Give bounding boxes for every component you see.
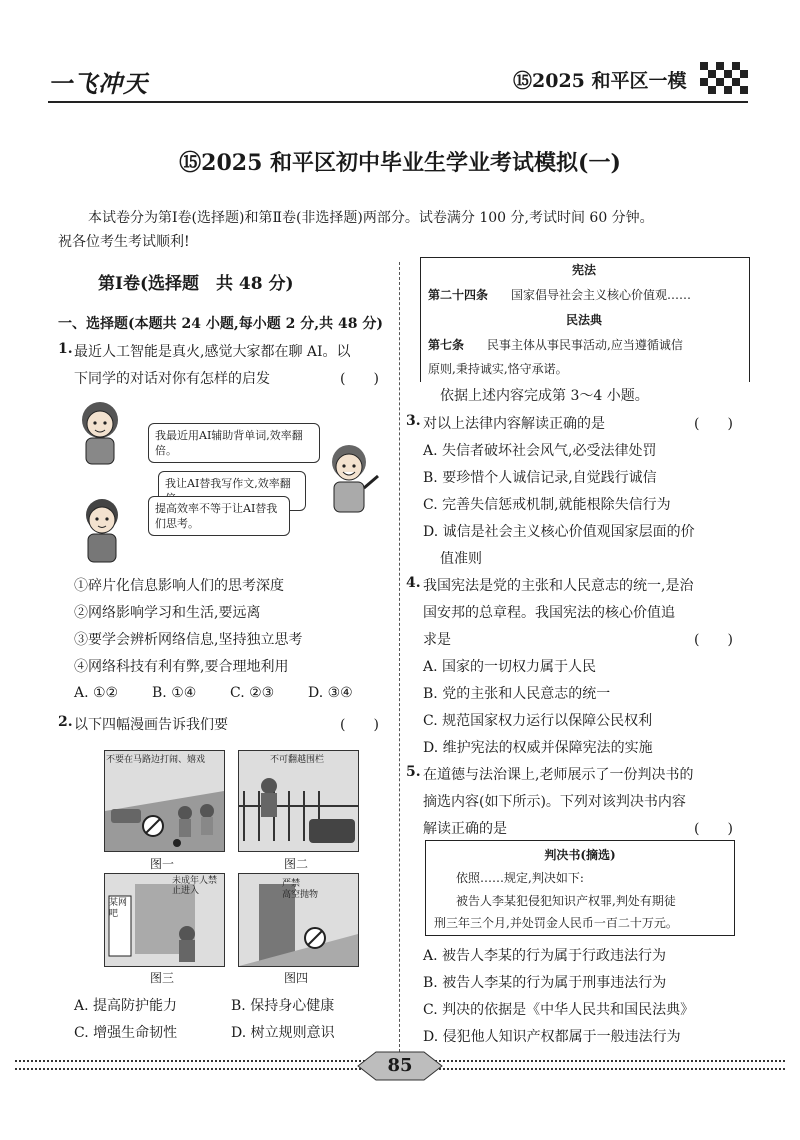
q5-option-a[interactable]: A. 被告人李某的行为属于行政违法行为 xyxy=(423,948,667,964)
panel-4-caption: 图四 xyxy=(284,971,309,985)
q1-line-1: 最近人工智能是真火,感觉大家都在聊 AI。以 xyxy=(74,344,351,360)
q1-item-4: ④网络科技有利有弊,要合理地利用 xyxy=(74,659,289,675)
panel-1-caption: 图一 xyxy=(150,857,175,871)
boy-avatar xyxy=(314,440,384,515)
section-heading: 第Ⅰ卷(选择题 共 48 分) xyxy=(98,274,294,294)
q4-option-c[interactable]: C. 规范国家权力运行以保障公民权利 xyxy=(423,713,653,729)
q4-option-a[interactable]: A. 国家的一切权力属于人民 xyxy=(423,659,597,675)
q3-option-c[interactable]: C. 完善失信惩戒机制,就能根除失信行为 xyxy=(423,497,671,513)
comic-panel-1 xyxy=(104,750,225,852)
q5-option-b[interactable]: B. 被告人李某的行为属于刑事违法行为 xyxy=(423,975,667,991)
q5-option-d[interactable]: D. 侵犯他人知识产权都属于一般违法行为 xyxy=(423,1029,681,1045)
page-number: 85 xyxy=(387,1055,413,1076)
q1-item-1: ①碎片化信息影响人们的思考深度 xyxy=(74,578,284,594)
panel-1-note: 不要在马路边打闹、嬉戏 xyxy=(106,755,206,765)
page-title: ⑮2025 和平区初中毕业生学业考试模拟(一) xyxy=(179,150,621,176)
q5-option-c[interactable]: C. 判决的依据是《中华人民共和国民法典》 xyxy=(423,1002,695,1018)
q3-number: 3. xyxy=(406,413,421,429)
student-avatar xyxy=(72,493,132,563)
q4-line-2: 国安邦的总章程。我国宪法的核心价值追 xyxy=(423,605,675,621)
judgment-line-3: 刑三年三个月,并处罚金人民币一百二十万元。 xyxy=(434,916,678,930)
footer-border-left xyxy=(15,1060,365,1070)
header-exam-tag: ⑮2025 和平区一模 xyxy=(513,70,687,92)
q1-option-c[interactable]: C. ②③ xyxy=(230,685,275,701)
header-rule xyxy=(48,101,748,103)
q1-item-2: ②网络影响学习和生活,要远离 xyxy=(74,605,261,621)
q4-answer-paren[interactable]: ( ) xyxy=(694,632,733,648)
q2-option-d[interactable]: D. 树立规则意识 xyxy=(231,1025,335,1041)
intro-line-1: 本试卷分为第Ⅰ卷(选择题)和第Ⅱ卷(非选择题)两部分。试卷满分 100 分,考试时间 60 分钟。 xyxy=(88,210,654,226)
law-text-24: 国家倡导社会主义核心价值观…… xyxy=(511,288,692,302)
law-article-24: 第二十四条 xyxy=(428,288,489,302)
q5-line-3: 解读正确的是 xyxy=(423,821,507,837)
q5-number: 5. xyxy=(406,764,421,780)
speech-bubble-3: 提高效率不等于让AI替我们思考。 xyxy=(148,496,290,536)
q1-answer-paren[interactable]: ( ) xyxy=(340,371,379,387)
law-text-7b: 原则,秉持诚实,恪守承诺。 xyxy=(428,362,568,376)
q1-number: 1. xyxy=(58,341,73,357)
panel-4-note-1: 严禁 xyxy=(282,879,301,889)
section-subheading: 一、选择题(本题共 24 小题,每小题 2 分,共 48 分) xyxy=(58,316,383,332)
panel-2-note: 不可翻越围栏 xyxy=(270,755,325,765)
q3-text: 对以上法律内容解读正确的是 xyxy=(423,416,605,432)
q3-answer-paren[interactable]: ( ) xyxy=(694,416,733,432)
comic-panel-2 xyxy=(238,750,359,852)
q2-option-c[interactable]: C. 增强生命韧性 xyxy=(74,1025,178,1041)
q2-text: 以下四幅漫画告诉我们要 xyxy=(74,717,228,733)
q2-number: 2. xyxy=(58,714,73,730)
q3-4-intro: 依据上述内容完成第 3～4 小题。 xyxy=(440,388,649,404)
law-title-civil-code: 民法典 xyxy=(565,313,602,327)
q2-answer-paren[interactable]: ( ) xyxy=(340,717,379,733)
law-text-7a: 民事主体从事民事活动,应当遵循诚信 xyxy=(487,338,683,352)
q3-option-d-cont: 值准则 xyxy=(440,551,482,567)
panel-2-caption: 图二 xyxy=(284,857,309,871)
q2-option-a[interactable]: A. 提高防护能力 xyxy=(74,998,178,1014)
intro-line-2: 祝各位考生考试顺利! xyxy=(58,234,190,250)
q5-line-2: 摘选内容(如下所示)。下列对该判决书内容 xyxy=(423,794,686,810)
q1-option-d[interactable]: D. ③④ xyxy=(308,685,353,701)
q5-answer-paren[interactable]: ( ) xyxy=(694,821,733,837)
law-article-7: 第七条 xyxy=(428,338,465,352)
footer-border-right xyxy=(430,1060,785,1070)
q4-option-d[interactable]: D. 维护宪法的权威并保障宪法的实施 xyxy=(423,740,653,756)
q1-option-a[interactable]: A. ①② xyxy=(74,685,119,701)
q3-option-b[interactable]: B. 要珍惜个人诚信记录,自觉践行诚信 xyxy=(423,470,657,486)
judgment-line-1: 依照……规定,判决如下: xyxy=(456,871,584,885)
q4-option-b[interactable]: B. 党的主张和人民意志的统一 xyxy=(423,686,611,702)
q3-option-a[interactable]: A. 失信者破坏社会风气,必受法律处罚 xyxy=(423,443,657,459)
q4-line-1: 我国宪法是党的主张和人民意志的统一,是治 xyxy=(423,578,694,594)
girl-avatar xyxy=(70,396,130,466)
speech-bubble-1: 我最近用AI辅助背单词,效率翻倍。 xyxy=(148,423,320,463)
judgment-title: 判决书(摘选) xyxy=(544,848,616,862)
panel-4-note-2: 高空抛物 xyxy=(282,890,319,900)
q2-option-b[interactable]: B. 保持身心健康 xyxy=(231,998,335,1014)
q5-line-1: 在道德与法治课上,老师展示了一份判决书的 xyxy=(423,767,694,783)
panel-3-note-shop: 某网吧 xyxy=(109,898,128,919)
q1-item-3: ③要学会辨析网络信息,坚持独立思考 xyxy=(74,632,303,648)
q3-option-d[interactable]: D. 诚信是社会主义核心价值观国家层面的价 xyxy=(423,524,695,540)
q1-option-b[interactable]: B. ①④ xyxy=(152,685,197,701)
law-title-constitution: 宪法 xyxy=(571,263,596,277)
speech-bubble-2: 我让AI替我写作文,效率翻 xyxy=(158,471,306,511)
panel-3-caption: 图三 xyxy=(150,971,175,985)
checker-decoration-icon xyxy=(700,62,750,102)
column-divider xyxy=(399,262,400,1052)
panel-3-note-sign: 未成年人禁止进入 xyxy=(172,876,218,896)
q1-line-2: 下同学的对话对你有怎样的启发 xyxy=(74,371,270,387)
judgment-line-2: 被告人李某犯侵犯知识产权罪,判处有期徒 xyxy=(456,894,676,908)
header-brand: 一飞冲天 xyxy=(48,69,148,98)
q4-number: 4. xyxy=(406,575,421,591)
q4-line-3: 求是 xyxy=(423,632,451,648)
